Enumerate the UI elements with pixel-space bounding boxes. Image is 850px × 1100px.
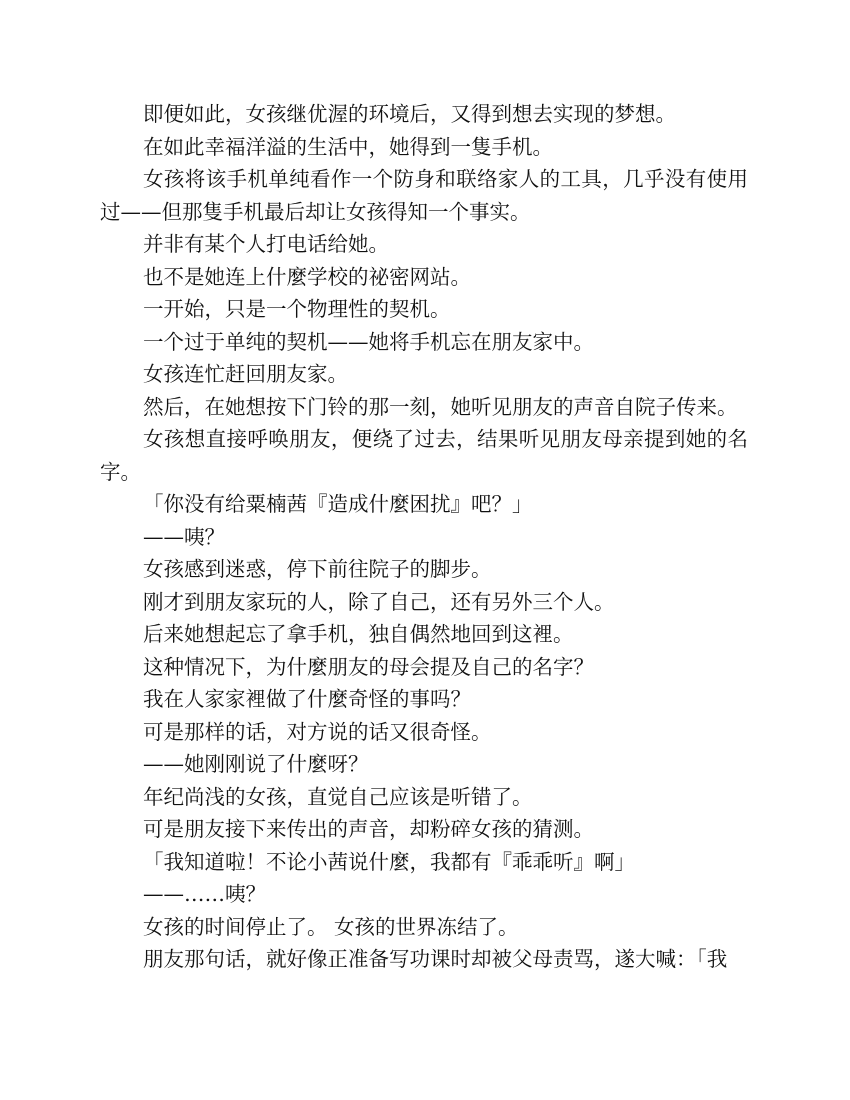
paragraph: 可是那样的话，对方说的话又很奇怪。 bbox=[143, 719, 492, 744]
paragraph: 女孩的时间停止了。 女孩的世界冻结了。 bbox=[143, 914, 519, 939]
paragraph: 女孩感到迷惑，停下前往院子的脚步。 bbox=[143, 557, 492, 581]
paragraph: ——……咦？ bbox=[143, 882, 266, 906]
paragraph: 女孩连忙赶回朋友家。 bbox=[143, 362, 348, 386]
paragraph: ——咦？ bbox=[143, 524, 225, 549]
paragraph: 一开始，只是一个物理性的契机。 bbox=[143, 297, 451, 321]
paragraph: 一个过于单纯的契机——她将手机忘在朋友家中。 bbox=[143, 329, 594, 354]
paragraph: 这种情况下，为什麼朋友的母会提及自己的名字？ bbox=[143, 654, 594, 679]
paragraph: 也不是她连上什麼学校的祕密网站。 bbox=[143, 264, 471, 289]
paragraph: 女孩想直接呼唤朋友，便绕了过去，结果听见朋友母亲提到她的名字。 bbox=[100, 427, 748, 484]
paragraph: 可是朋友接下来传出的声音，却粉碎女孩的猜测。 bbox=[143, 817, 594, 841]
paragraph: 我在人家家裡做了什麼奇怪的事吗？ bbox=[143, 687, 471, 711]
paragraph: 后来她想起忘了拿手机，独自偶然地回到这裡。 bbox=[143, 622, 574, 646]
paragraph: 即便如此，女孩继优渥的环境后，又得到想去实现的梦想。 bbox=[143, 102, 676, 126]
paragraph: 「你没有给粟楠茜『造成什麼困扰』吧？」 bbox=[143, 492, 533, 516]
paragraph: 并非有某个人打电话给她。 bbox=[143, 232, 389, 256]
paragraph: 「我知道啦！不论小茜说什麼，我都有『乖乖听』啊」 bbox=[143, 849, 635, 874]
paragraph: 然后，在她想按下门铃的那一刻，她听见朋友的声音自院子传来。 bbox=[143, 394, 738, 419]
paragraph: 女孩将该手机单纯看作一个防身和联络家人的工具，几乎没有使用过——但那隻手机最后却让女孩得知一个事实。 bbox=[100, 167, 748, 224]
paragraph: ——她刚刚说了什麼呀？ bbox=[143, 752, 369, 776]
paragraph: 年纪尚浅的女孩，直觉自己应该是听错了。 bbox=[143, 784, 533, 809]
paragraph: 朋友那句话，就好像正准备写功课时却被父母责骂，遂大喊：「我 bbox=[143, 947, 728, 971]
paragraph: 刚才到朋友家玩的人，除了自己，还有另外三个人。 bbox=[143, 589, 615, 614]
paragraph: 在如此幸福洋溢的生活中，她得到一隻手机。 bbox=[143, 134, 553, 159]
text-body bbox=[100, 98, 748, 976]
